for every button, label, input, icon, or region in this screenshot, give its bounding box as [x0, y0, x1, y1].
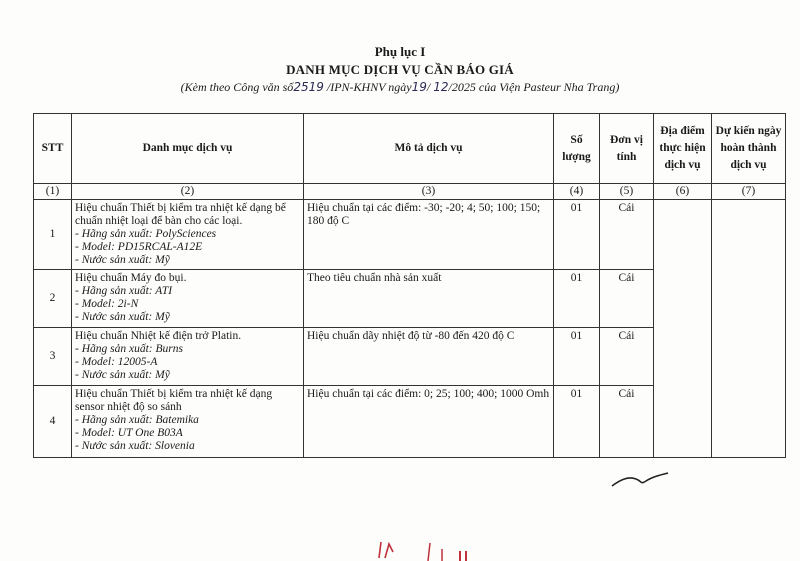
- row-stt: 3: [34, 328, 72, 386]
- header-description: Mô tả dịch vụ: [304, 114, 554, 184]
- header-stt: STT: [34, 114, 72, 184]
- row-unit: Cái: [600, 386, 654, 458]
- service-origin: - Nước sản xuất: Mỹ: [75, 311, 170, 323]
- row-description: Theo tiêu chuẩn nhà sản xuất: [304, 270, 554, 328]
- col-number: (5): [600, 184, 654, 200]
- row-unit: Cái: [600, 270, 654, 328]
- ref-prefix: (Kèm theo Công văn số: [180, 80, 294, 94]
- row-completion-date: [712, 200, 786, 458]
- row-service: [72, 328, 304, 386]
- row-unit: Cái: [600, 328, 654, 386]
- service-name: Hiệu chuẩn Nhiệt kế điện trở Platin.: [75, 330, 242, 342]
- service-model: - Model: 2i-N: [75, 298, 139, 310]
- row-service: [72, 200, 304, 270]
- col-number: (2): [72, 184, 304, 200]
- service-model: - Model: PD15RCAL-A12E: [75, 241, 203, 253]
- service-maker: - Hãng sản xuất: ATI: [75, 285, 173, 297]
- ref-suffix: 2025 của Viện Pasteur Nha Trang): [451, 80, 620, 94]
- service-model: - Model: UT One B03A: [75, 427, 183, 439]
- row-service: [72, 270, 304, 328]
- service-maker: - Hãng sản xuất: Batemika: [75, 414, 199, 426]
- document-subtitle: DANH MỤC DỊCH VỤ CẦN BÁO GIÁ: [286, 62, 514, 77]
- service-origin: - Nước sản xuất: Slovenia: [75, 440, 195, 452]
- service-maker: - Hãng sản xuất: PolySciences: [75, 228, 217, 240]
- row-service: [72, 386, 304, 458]
- row-description: Hiệu chuẩn tại các điểm: -30; -20; 4; 50; 100; 150; 180 độ C: [304, 200, 554, 270]
- row-quantity: 01: [554, 386, 600, 458]
- row-quantity: 01: [554, 270, 600, 328]
- table-row: [34, 200, 786, 270]
- service-model: - Model: 12005-A: [75, 356, 158, 368]
- signature-mark: [610, 468, 670, 490]
- col-number: (7): [712, 184, 786, 200]
- col-number: (4): [554, 184, 600, 200]
- row-stt: 4: [34, 386, 72, 458]
- service-origin: - Nước sản xuất: Mỹ: [75, 369, 170, 381]
- row-quantity: 01: [554, 200, 600, 270]
- ref-month-handwritten: 12: [433, 80, 449, 94]
- service-name: Hiệu chuẩn Thiết bị kiểm tra nhiệt kế dạng bể chuẩn nhiệt loại để bàn cho các loại.: [75, 202, 286, 227]
- header-quantity: Số lượng: [554, 114, 600, 184]
- header-service: Danh mục dịch vụ: [72, 114, 304, 184]
- header-place: Địa điểm thực hiện dịch vụ: [654, 114, 712, 184]
- appendix-title: Phụ lục I: [374, 44, 426, 59]
- ref-mid: /IPN-KHNV ngày: [326, 80, 412, 94]
- ref-day-handwritten: 19: [411, 80, 427, 94]
- row-stt: 2: [34, 270, 72, 328]
- row-place: [654, 200, 712, 458]
- service-maker: - Hãng sản xuất: Burns: [75, 343, 183, 355]
- row-unit: Cái: [600, 200, 654, 270]
- row-stt: 1: [34, 200, 72, 270]
- col-number: (1): [34, 184, 72, 200]
- col-number: (6): [654, 184, 712, 200]
- seal-fragment: [420, 535, 480, 561]
- ref-number-handwritten: 2519: [293, 80, 324, 94]
- service-name: Hiệu chuẩn Thiết bị kiểm tra nhiệt kế dạng sensor nhiệt độ so sánh: [75, 388, 273, 413]
- service-origin: - Nước sản xuất: Mỹ: [75, 254, 170, 266]
- seal-mark: [375, 538, 415, 560]
- header-completion-date: Dự kiến ngày hoàn thành dịch vụ: [712, 114, 786, 184]
- header-unit: Đơn vị tính: [600, 114, 654, 184]
- row-quantity: 01: [554, 328, 600, 386]
- service-name: Hiệu chuẩn Máy đo bụi.: [75, 272, 187, 284]
- col-number: (3): [304, 184, 554, 200]
- reference-line: (Kèm theo Công văn số2519 /IPN-KHNV ngày19/ 12/2025 của Viện Pasteur Nha Trang): [180, 80, 620, 94]
- service-table: [33, 113, 786, 458]
- row-description: Hiệu chuẩn tại các điểm: 0; 25; 100; 400; 1000 Omh: [304, 386, 554, 458]
- row-description: Hiệu chuẩn dãy nhiệt độ từ -80 đến 420 độ C: [304, 328, 554, 386]
